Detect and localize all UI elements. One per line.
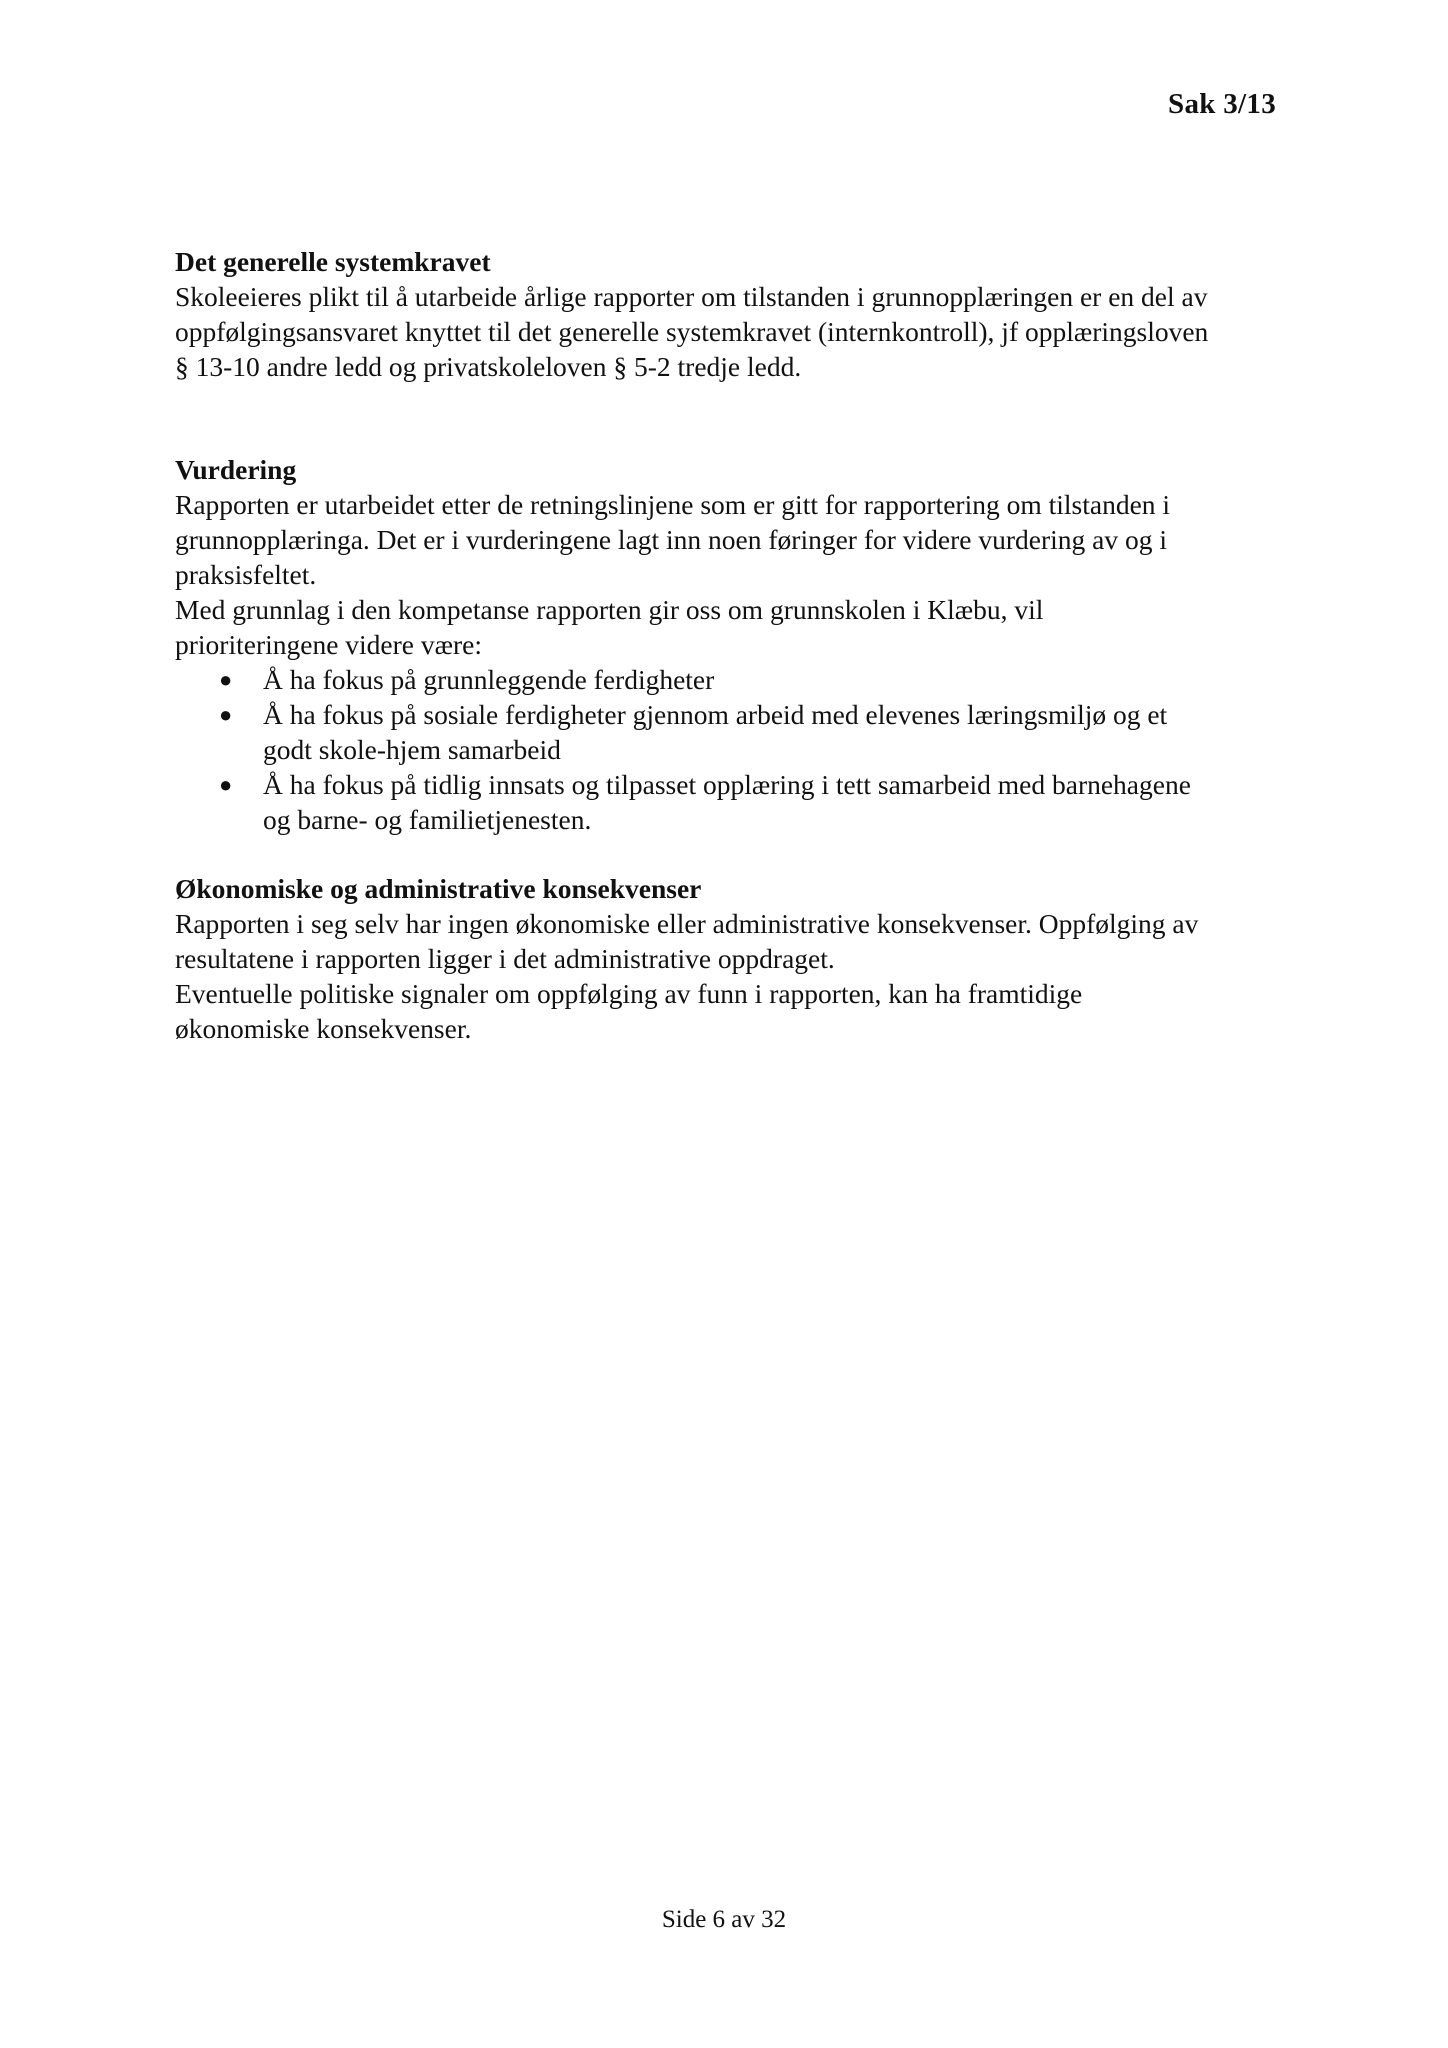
list-item [175,662,1285,697]
section-heading: Det generelle systemkravet [175,246,491,277]
paragraph-line: Skoleeieres plikt til å utarbeide årlige rapporter om tilstanden i grunnopplæringen er en del av [175,281,1208,312]
paragraph-line: oppfølgingsansvaret knyttet til det generelle systemkravet (internkontroll), jf opplæringsloven [175,316,1209,347]
list-item-line: godt skole-hjem samarbeid [263,734,561,765]
list-item-line: Å ha fokus på sosiale ferdigheter gjennom arbeid med elevenes læringsmiljø og et [263,699,1168,730]
bullet-icon: ● [219,702,233,727]
section-vurdering [175,452,1285,837]
list-item [175,697,1285,767]
paragraph-line: Rapporten er utarbeidet etter de retningslinjene som er gitt for rapportering om tilstanden i [175,489,1171,520]
section-heading: Vurdering [175,454,297,485]
list-item-line: og barne- og familietjenesten. [263,804,592,835]
list-item [175,767,1285,837]
case-reference: Sak 3/13 [1168,88,1276,120]
list-item-line: Å ha fokus på tidlig innsats og tilpasset opplæring i tett samarbeid med barnehagene [263,769,1191,800]
priority-list [175,662,1285,837]
bullet-icon: ● [219,667,233,692]
paragraph-line: Rapporten i seg selv har ingen økonomiske eller administrative konsekvenser. Oppfølging av [175,908,1199,939]
paragraph-line: Med grunnlag i den kompetanse rapporten gir oss om grunnskolen i Klæbu, vil [175,594,1044,625]
section-konsekvenser [175,871,1285,1046]
paragraph-line: prioriteringene videre være: [175,629,482,660]
bullet-icon: ● [219,772,233,797]
section-systemkrav [175,244,1285,384]
document-body [175,244,1285,1046]
paragraph-line: Eventuelle politiske signaler om oppfølging av funn i rapporten, kan ha framtidige [175,978,1083,1009]
paragraph-line: § 13-10 andre ledd og privatskoleloven § 5-2 tredje ledd. [175,351,802,382]
paragraph-line: grunnopplæringa. Det er i vurderingene lagt inn noen føringer for videre vurdering av og i [175,524,1167,555]
paragraph-line: økonomiske konsekvenser. [175,1013,472,1044]
page-number: Side 6 av 32 [661,1906,787,1933]
section-heading: Økonomiske og administrative konsekvenser [175,873,702,904]
paragraph-line: praksisfeltet. [175,559,317,590]
paragraph-line: resultatene i rapporten ligger i det administrative oppdraget. [175,943,835,974]
list-item-line: Å ha fokus på grunnleggende ferdigheter [263,664,715,695]
